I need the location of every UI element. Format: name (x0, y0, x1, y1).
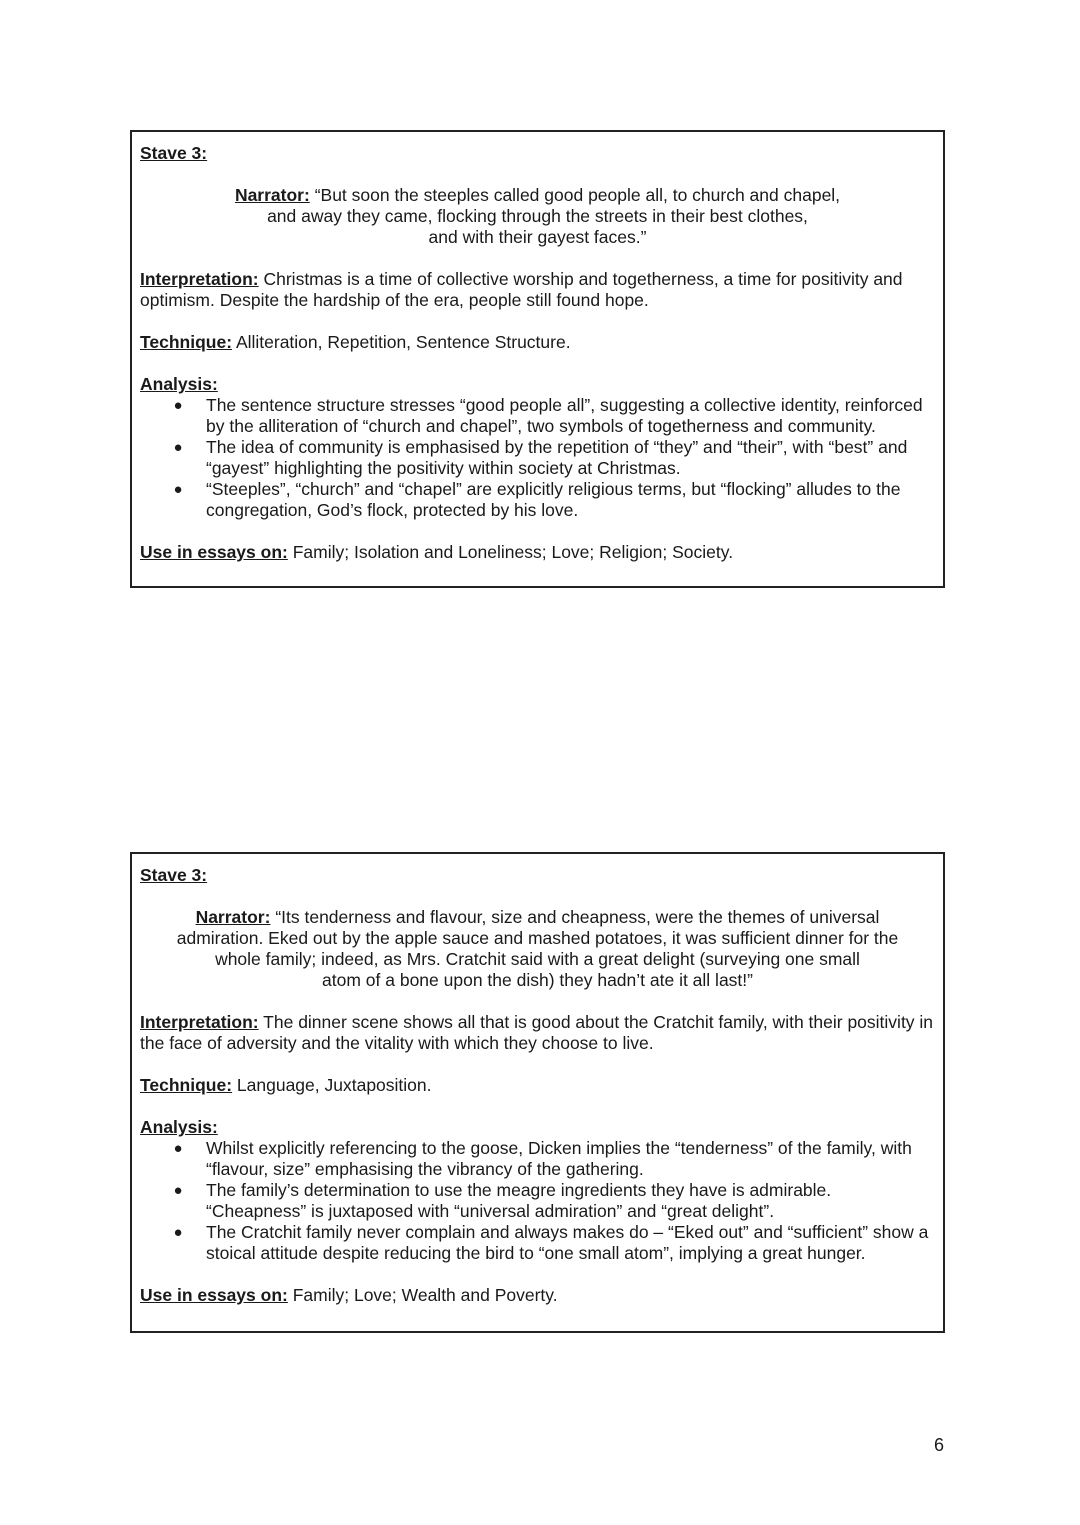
analysis-label: Analysis: (140, 1117, 218, 1137)
technique-text: Language, Juxtaposition. (232, 1075, 432, 1095)
essay-uses (140, 542, 935, 563)
quote-line: “Its tenderness and flavour, size and cheapness, were the themes of universal (270, 907, 880, 927)
technique (140, 1075, 935, 1096)
essay-uses-label: Use in essays on: (140, 542, 288, 562)
technique-label: Technique: (140, 332, 233, 352)
list-item (140, 395, 935, 437)
bullet-icon: ● (173, 439, 183, 456)
essay-uses-label: Use in essays on: (140, 1285, 288, 1305)
quote-line: atom of a bone upon the dish) they hadn’t ate it all last!” (322, 970, 753, 990)
interpretation (140, 269, 935, 311)
narrator-label: Narrator: (195, 907, 271, 927)
essay-uses-text: Family; Isolation and Loneliness; Love; Religion; Society. (287, 542, 734, 562)
analysis-point: Whilst explicitly referencing to the goose, Dicken implies the “tenderness” of the family, with “flavour, size” emphasising the vibrancy of the gathering. (206, 1138, 912, 1179)
quote-card-2 (130, 852, 945, 1333)
list-item (140, 1180, 935, 1222)
stave-heading: Stave 3: (140, 143, 208, 163)
stave-heading: Stave 3: (140, 865, 208, 885)
bullet-icon: ● (173, 481, 183, 498)
bullet-icon: ● (173, 1182, 183, 1199)
interpretation-text: Christmas is a time of collective worship and togetherness, a time for positivity and optimism. Despite the hardship of the era, people still found hope. (140, 269, 903, 310)
analysis-list (140, 1138, 935, 1264)
narrator-quote (140, 907, 935, 991)
analysis-point: The sentence structure stresses “good people all”, suggesting a collective identity, reinforced by the alliteration of “church and chapel”, two symbols of togetherness and community. (206, 395, 923, 436)
list-item (140, 1222, 935, 1264)
bullet-icon: ● (173, 1224, 183, 1241)
essay-uses-text: Family; Love; Wealth and Poverty. (287, 1285, 558, 1305)
interpretation-label: Interpretation: (140, 1012, 259, 1032)
quote-line: “But soon the steeples called good people all, to church and chapel, (309, 185, 841, 205)
narrator-quote (140, 185, 935, 248)
analysis-point: The family’s determination to use the meagre ingredients they have is admirable. “Cheapness” is juxtaposed with “universal admiration” and “great delight”. (206, 1180, 832, 1221)
quote-line: admiration. Eked out by the apple sauce and mashed potatoes, it was sufficient dinner for the (176, 928, 899, 948)
list-item (140, 437, 935, 479)
interpretation (140, 1012, 935, 1054)
narrator-label: Narrator: (234, 185, 310, 205)
essay-uses (140, 1285, 935, 1306)
technique (140, 332, 935, 353)
analysis-point: The Cratchit family never complain and always makes do – “Eked out” and “sufficient” show a stoical attitude despite reducing the bird to “one small atom”, implying a great hunger. (206, 1222, 929, 1263)
bullet-icon: ● (173, 397, 183, 414)
page-number: 6 (934, 1435, 945, 1455)
technique-label: Technique: (140, 1075, 233, 1095)
analysis-point: The idea of community is emphasised by the repetition of “they” and “their”, with “best” and “gayest” highlighting the positivity within society at Christmas. (206, 437, 908, 478)
analysis-heading (140, 1117, 935, 1138)
quote-line: and away they came, flocking through the streets in their best clothes, (267, 206, 808, 226)
technique-text: Alliteration, Repetition, Sentence Structure. (232, 332, 571, 352)
analysis-heading (140, 374, 935, 395)
interpretation-label: Interpretation: (140, 269, 259, 289)
analysis-list (140, 395, 935, 521)
list-item (140, 479, 935, 521)
bullet-icon: ● (173, 1140, 183, 1157)
analysis-point: “Steeples”, “church” and “chapel” are explicitly religious terms, but “flocking” alludes to the congregation, God’s flock, protected by his love. (206, 479, 901, 520)
list-item (140, 1138, 935, 1180)
analysis-label: Analysis: (140, 374, 218, 394)
quote-card-1 (130, 130, 945, 588)
quote-line: whole family; indeed, as Mrs. Cratchit said with a great delight (surveying one small (215, 949, 860, 969)
quote-line: and with their gayest faces.” (428, 227, 647, 247)
interpretation-text: The dinner scene shows all that is good about the Cratchit family, with their positivity in the face of adversity and the vitality with which they choose to live. (140, 1012, 934, 1053)
